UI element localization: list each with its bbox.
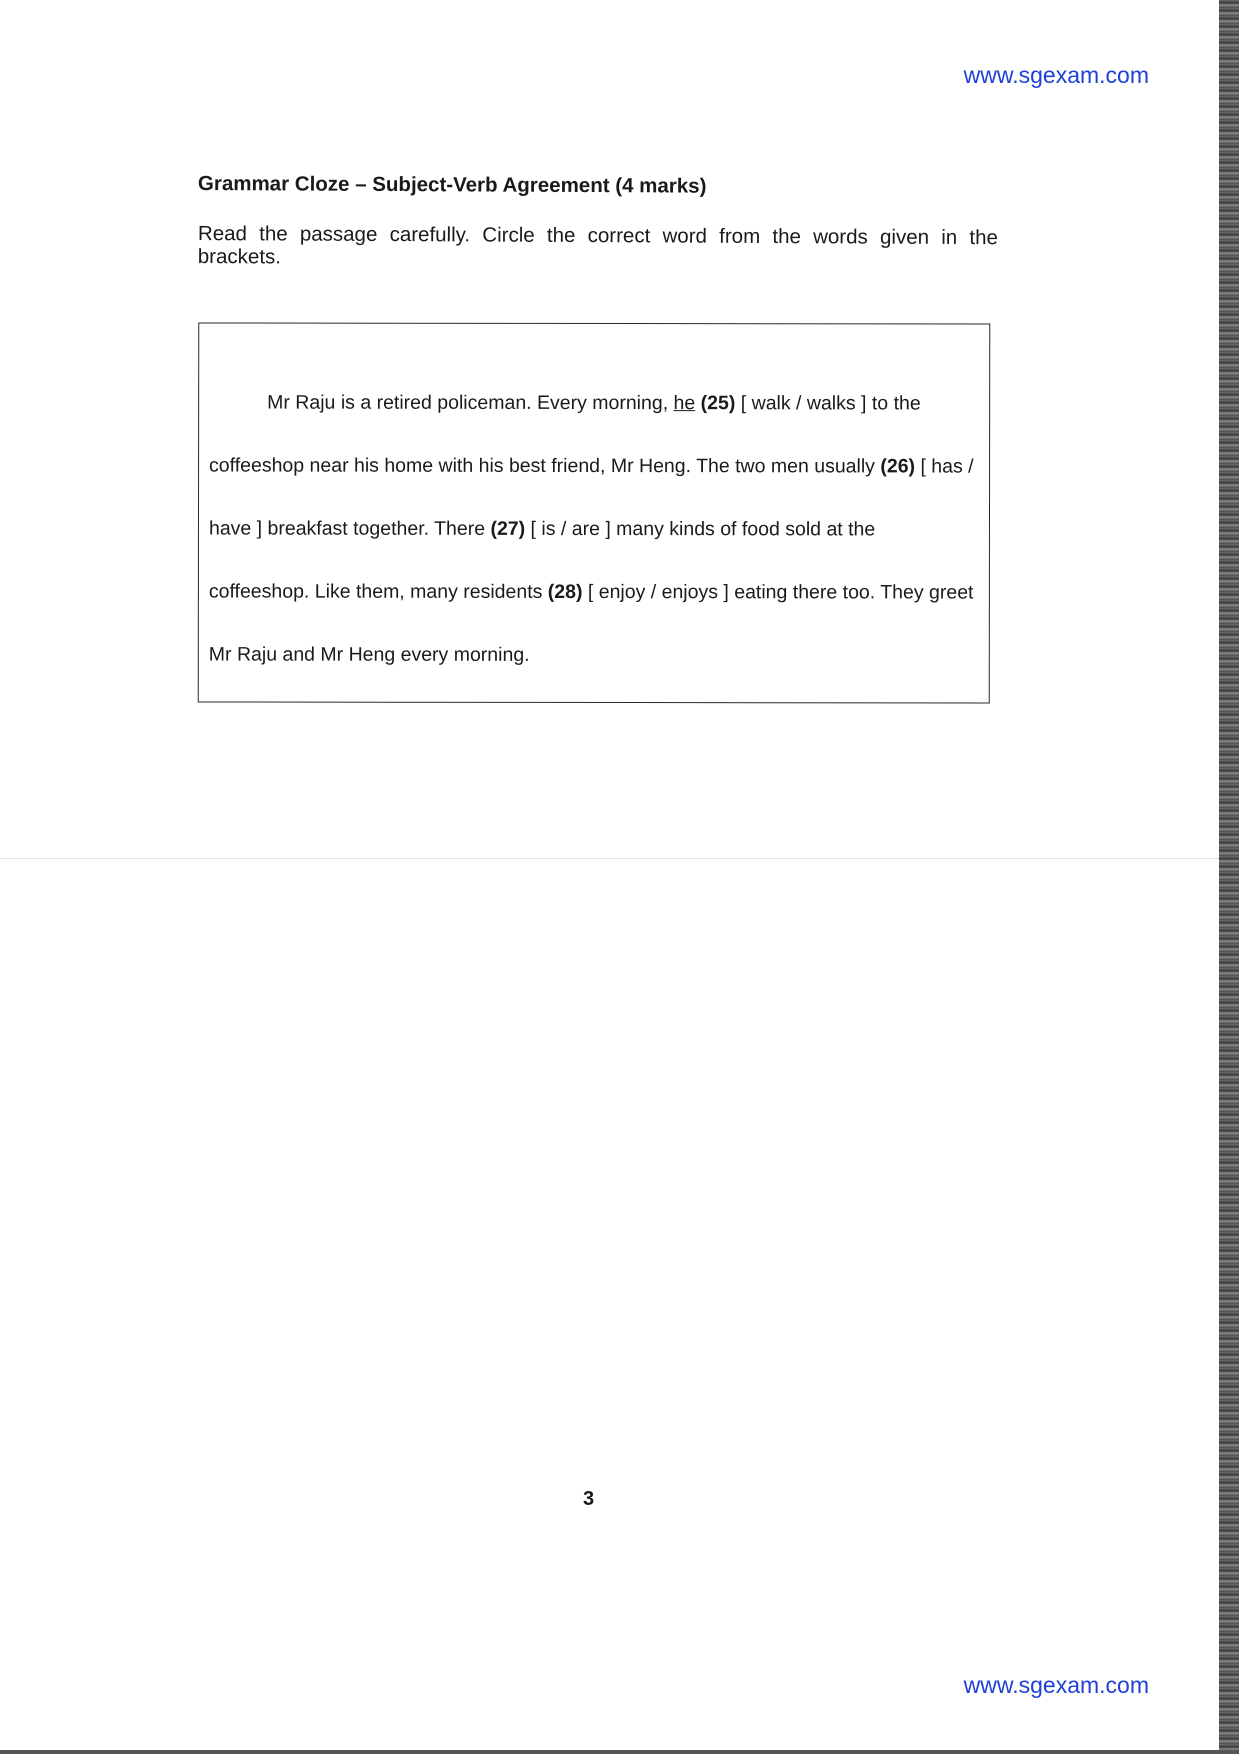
question-number-25: (25): [700, 392, 736, 415]
scan-edge-bottom: [0, 1750, 1239, 1754]
underlined-subject: he: [673, 392, 696, 415]
scan-artifact-line: [0, 858, 1219, 859]
passage-box: [198, 322, 991, 703]
instructions: Read the passage carefully. Circle the correct word from the words given in the brackets.: [197, 222, 998, 269]
question-number-28: (28): [547, 580, 583, 603]
site-link-bottom[interactable]: www.sgexam.com: [963, 1672, 1149, 1698]
question-number-27: (27): [490, 517, 526, 540]
site-link-top[interactable]: www.sgexam.com: [963, 62, 1149, 88]
scan-edge-right: [1219, 0, 1239, 1754]
passage-segment: [ is / are ] many kinds of food sold at the coffeeshop. Like them, many residents: [208, 517, 876, 603]
page-number: 3: [583, 1488, 595, 1510]
question-number-26: (26): [880, 455, 916, 478]
passage-segment: Mr Raju is a retired policeman. Every morning,: [267, 391, 674, 415]
passage-segment: [ has / have ] breakfast together. There: [208, 455, 974, 540]
passage-segment: [ walk / walks ] to the coffeeshop near his home with his best friend, Mr Heng. The two men usually: [209, 392, 921, 478]
passage-text: [209, 371, 981, 687]
section-title: Grammar Cloze – Subject-Verb Agreement (4 marks): [197, 172, 707, 198]
passage-segment: [ enjoy / enjoys ] eating there too. They greet Mr Raju and Mr Heng every morning.: [208, 580, 974, 666]
